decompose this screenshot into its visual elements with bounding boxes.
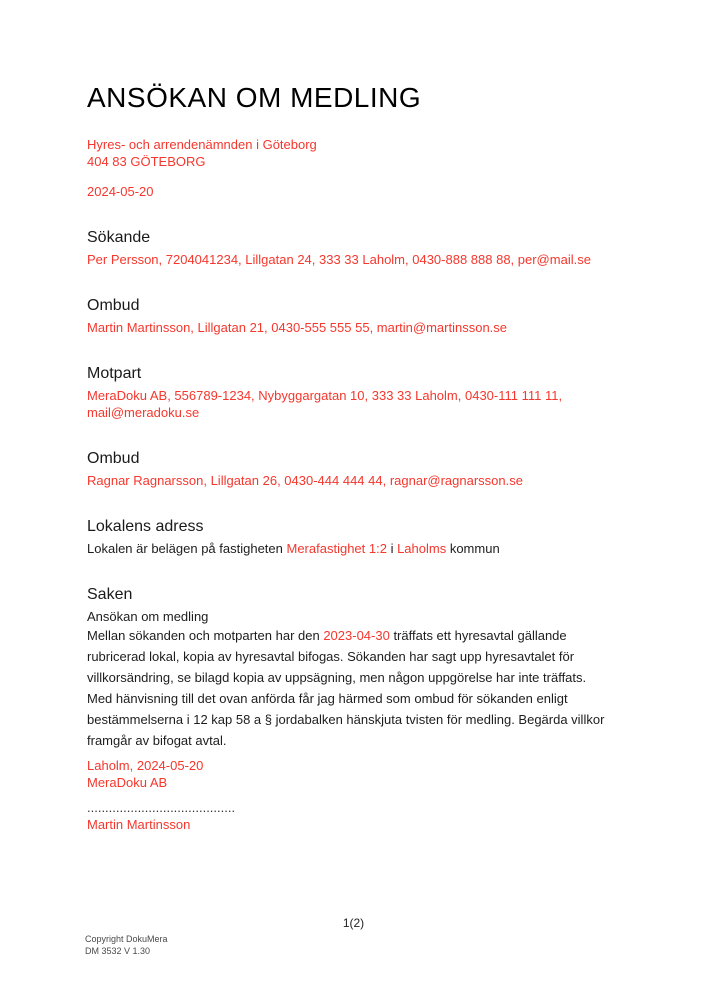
section-saken: [87, 585, 627, 625]
page-number: 1(2): [342, 916, 365, 930]
body-paragraph-1: [87, 625, 627, 688]
signature-name: Martin Martinsson: [87, 817, 191, 832]
section-lokalens-adress: [87, 517, 627, 557]
lokalens-text-mid: i: [386, 541, 398, 556]
motpart-heading: Motpart: [87, 365, 142, 382]
lokalens-adress-value: [87, 540, 627, 557]
footer-document-version: DM 3532 V 1.30: [85, 946, 151, 956]
recipient-line2: 404 83 GÖTEBORG: [87, 154, 206, 169]
footer-copyright: Copyright DokuMera: [85, 934, 168, 944]
page-title: ANSÖKAN OM MEDLING: [87, 82, 422, 113]
lokalens-text-after: kommun: [446, 541, 500, 556]
fastighet-value: Merafastighet 1:2: [286, 541, 387, 556]
motpart-line2: mail@meradoku.se: [87, 405, 200, 420]
ombud1-value: Martin Martinsson, Lillgatan 21, 0430-555 555 55, martin@martinsson.se: [87, 320, 508, 335]
recipient-line1: Hyres- och arrendenämnden i Göteborg: [87, 137, 317, 152]
p1-text-after: träffats ett hyresavtal gällande rubricerad lokal, kopia av hyresavtal bifogas. Sökanden har sagt upp hyresavtalet för villkorsändring, se bilagd kopia av uppsägning, men någon uppgörelse har inte träffats.: [87, 628, 587, 685]
ombud2-heading: Ombud: [87, 450, 140, 467]
recipient-address: [87, 136, 627, 170]
document-date: 2024-05-20: [87, 184, 154, 199]
lokalens-adress-heading: Lokalens adress: [87, 518, 204, 535]
motpart-value: [87, 387, 627, 421]
section-ombud-motpart: [87, 449, 627, 489]
signature-block: [87, 757, 627, 833]
body-paragraph-2: Med hänvisning till det ovan anförda får jag härmed som ombud för sökanden enligt bestämmelserna i 12 kap 58 a § jordabalken hänskjuta tvisten för medling. Begärda villkor framgår av bifogat avtal.: [87, 691, 605, 748]
signature-place-date: Laholm, 2024-05-20: [87, 758, 204, 773]
section-ombud-sokande: [87, 296, 627, 336]
footer-copyright-block: [85, 933, 168, 957]
p1-text-before: Mellan sökanden och motparten har den: [87, 628, 324, 643]
saken-value: Ansökan om medling: [87, 609, 209, 624]
signature-company: MeraDoku AB: [87, 775, 168, 790]
ombud1-heading: Ombud: [87, 297, 140, 314]
sokande-heading: Sökande: [87, 229, 151, 246]
kommun-value: Laholms: [397, 541, 447, 556]
sokande-value: Per Persson, 7204041234, Lillgatan 24, 333 33 Laholm, 0430-888 888 88, per@mail.se: [87, 252, 591, 267]
ombud2-value: Ragnar Ragnarsson, Lillgatan 26, 0430-444 444 44, ragnar@ragnarsson.se: [87, 473, 523, 488]
saken-heading: Saken: [87, 586, 133, 603]
lokalens-text-before: Lokalen är belägen på fastigheten: [87, 541, 287, 556]
motpart-line1: MeraDoku AB, 556789-1234, Nybyggargatan 10, 333 33 Laholm, 0430-111 111 11,: [87, 388, 563, 403]
signature-dotted-line: .........................................: [87, 800, 236, 815]
section-motpart: [87, 364, 627, 421]
section-sokande: [87, 228, 627, 268]
p1-contract-date: 2023-04-30: [323, 628, 390, 643]
